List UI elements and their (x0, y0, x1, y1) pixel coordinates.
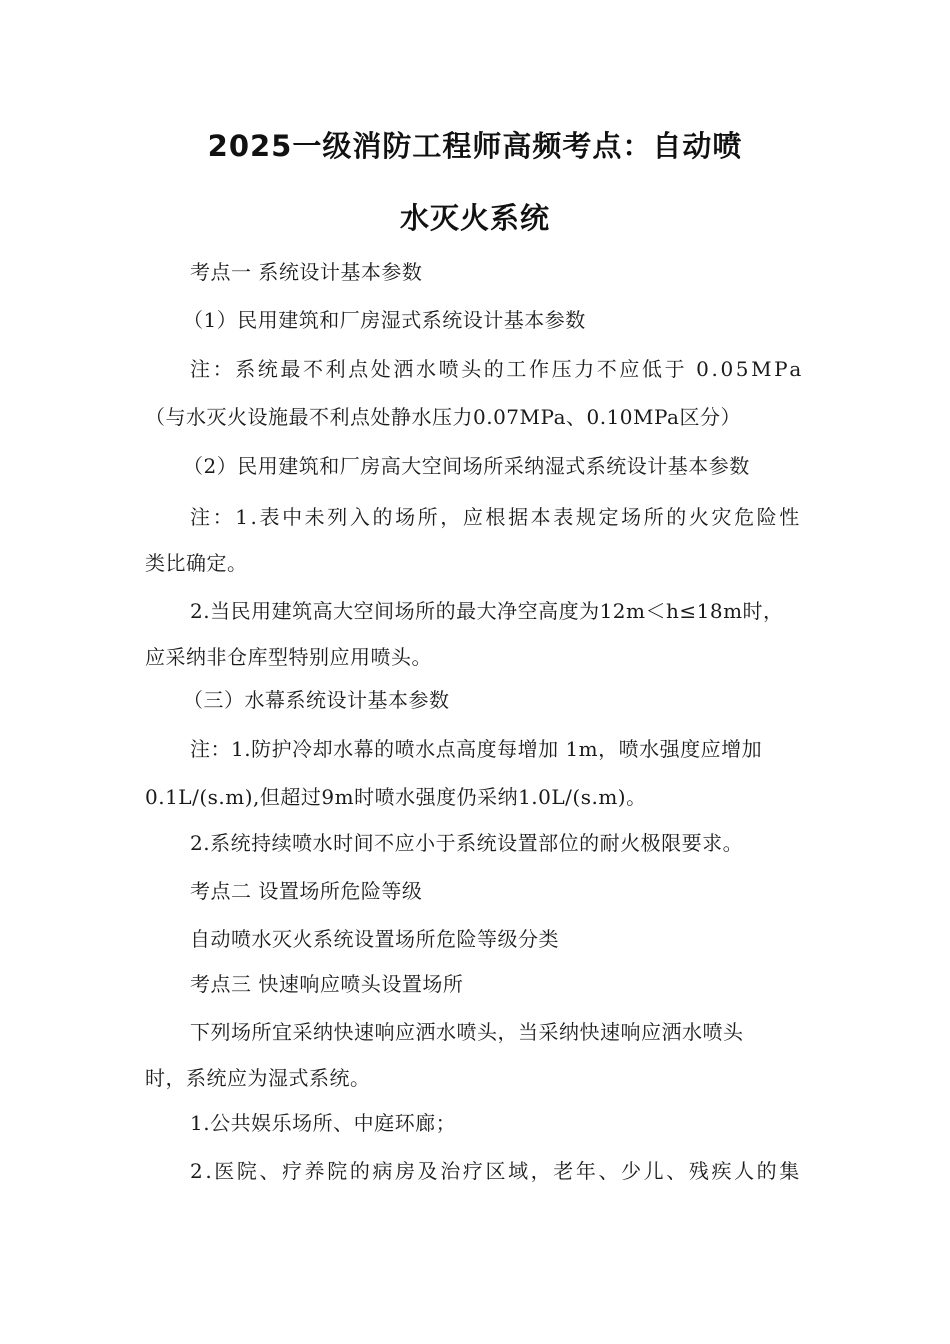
note-line: 类比确定。 (145, 551, 248, 575)
list-item: 2.医院、疗养院的病房及治疗区域，老年、少儿、残疾人的集 (190, 1159, 802, 1183)
note-line: （与水灭火设施最不利点处静水压力0.07MPa、0.10MPa区分） (145, 405, 741, 429)
note-line: 2.当民用建筑高大空间场所的最大净空高度为12m＜h≤18m时， (190, 599, 784, 623)
document-title-line-1: 2025一级消防工程师高频考点：自动喷 (207, 129, 743, 163)
list-item: 1.公共娱乐场所、中庭环廊； (190, 1111, 457, 1135)
note-line: 2.系统持续喷水时间不应小于系统设置部位的耐火极限要求。 (190, 831, 744, 855)
note-line: 注：1.表中未列入的场所，应根据本表规定场所的火灾危险性 (190, 505, 802, 529)
note-line: 注：系统最不利点处洒水喷头的工作压力不应低于 0.05MPa (190, 357, 804, 381)
note-line: 0.1L/(s.m),但超过9m时喷水强度仍采纳1.0L/(s.m)。 (145, 785, 647, 809)
section-heading: 考点三 快速响应喷头设置场所 (190, 972, 464, 996)
document-title-line-2: 水灭火系统 (399, 201, 550, 235)
section-heading: 考点一 系统设计基本参数 (190, 260, 423, 284)
paragraph-line: 时，系统应为湿式系统。 (145, 1066, 371, 1090)
subsection-heading: （1）民用建筑和厂房湿式系统设计基本参数 (183, 308, 586, 332)
paragraph-line: 自动喷水灭火系统设置场所危险等级分类 (190, 927, 559, 951)
section-heading: 考点二 设置场所危险等级 (190, 879, 423, 903)
subsection-heading: （三）水幕系统设计基本参数 (183, 688, 450, 712)
subsection-heading: （2）民用建筑和厂房高大空间场所采纳湿式系统设计基本参数 (183, 454, 750, 478)
note-line: 应采纳非仓库型特别应用喷头。 (145, 645, 432, 669)
note-line: 注：1.防护冷却水幕的喷水点高度每增加 1m，喷水强度应增加 (190, 737, 763, 761)
paragraph-line: 下列场所宜采纳快速响应洒水喷头，当采纳快速响应洒水喷头 (190, 1020, 744, 1044)
